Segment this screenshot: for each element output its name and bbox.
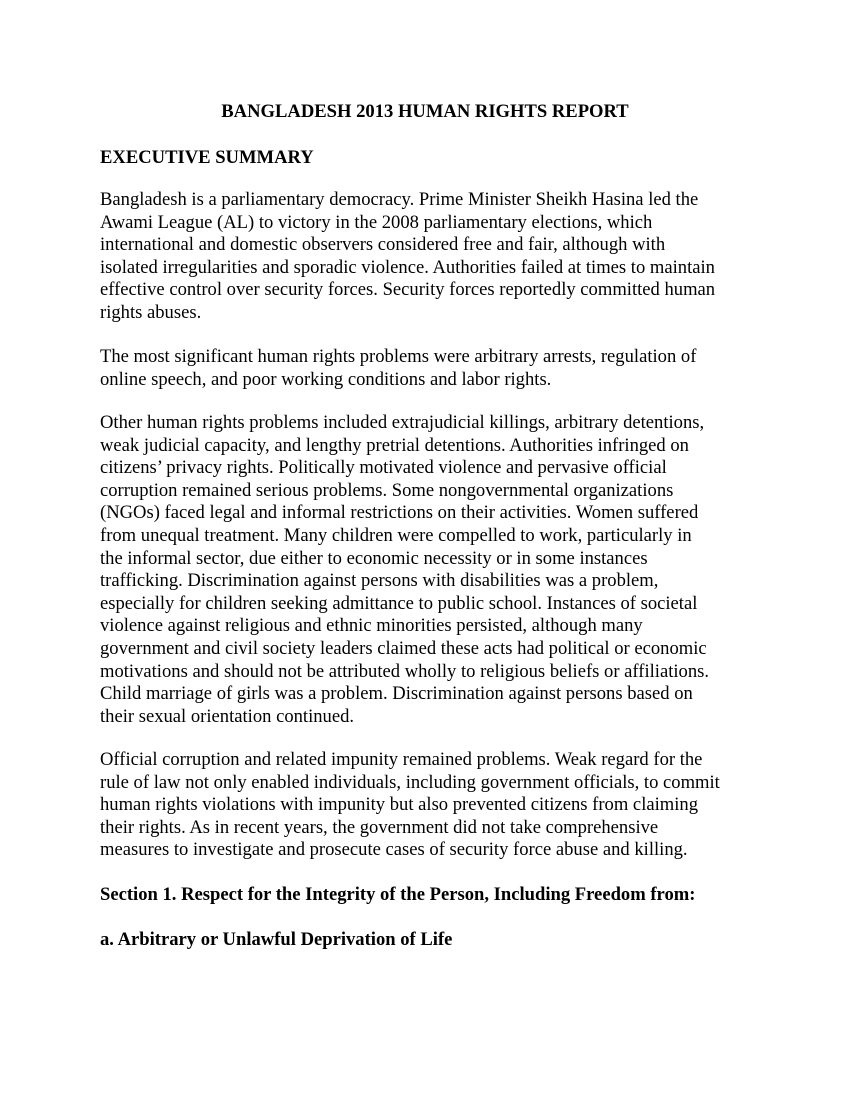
report-title: BANGLADESH 2013 HUMAN RIGHTS REPORT (221, 101, 629, 122)
paragraph-line: isolated irregularities and sporadic violence. Authorities failed at times to maintain (100, 256, 715, 278)
paragraph-line: The most significant human rights problems were arbitrary arrests, regulation of (100, 346, 697, 367)
paragraph-line: the informal sector, due either to economic necessity or in some instances (100, 547, 648, 569)
paragraph-line: Awami League (AL) to victory in the 2008 parliamentary elections, which (100, 211, 653, 233)
paragraph-line: their rights. As in recent years, the government did not take comprehensive (100, 816, 659, 838)
paragraph-line: Bangladesh is a parliamentary democracy. Prime Minister Sheikh Hasina led the (100, 189, 699, 210)
executive-summary-heading: EXECUTIVE SUMMARY (100, 147, 314, 168)
paragraph-1 (100, 189, 800, 325)
paragraph-3 (100, 412, 800, 728)
paragraph-line: rights abuses. (100, 301, 202, 323)
paragraph-line: citizens’ privacy rights. Politically motivated violence and pervasive official (100, 457, 667, 479)
subsection-a-heading: a. Arbitrary or Unlawful Deprivation of Life (100, 929, 453, 950)
paragraph-line: from unequal treatment. Many children were compelled to work, particularly in (100, 524, 692, 546)
paragraph-line: Official corruption and related impunity remained problems. Weak regard for the (100, 749, 703, 770)
paragraph-line: government and civil society leaders claimed these acts had political or economic (100, 637, 707, 659)
paragraph-line: effective control over security forces. Security forces reportedly committed human (100, 279, 716, 301)
paragraph-line: (NGOs) faced legal and informal restrictions on their activities. Women suffered (100, 502, 699, 524)
paragraph-line: online speech, and poor working conditions and labor rights. (100, 368, 552, 390)
paragraph-line: corruption remained serious problems. Some nongovernmental organizations (100, 479, 674, 501)
paragraph-line: trafficking. Discrimination against persons with disabilities was a problem, (100, 570, 659, 592)
paragraph-line: especially for children seeking admittance to public school. Instances of societal (100, 592, 698, 614)
paragraph-4 (100, 749, 800, 862)
paragraph-2 (100, 346, 800, 391)
paragraph-line: motivations and should not be attributed wholly to religious beliefs or affiliations. (100, 660, 710, 682)
section-1-heading: Section 1. Respect for the Integrity of the Person, Including Freedom from: (100, 884, 696, 905)
paragraph-line: violence against religious and ethnic minorities persisted, although many (100, 615, 643, 637)
paragraph-line: international and domestic observers considered free and fair, although with (100, 234, 666, 256)
paragraph-line: their sexual orientation continued. (100, 705, 355, 727)
paragraph-line: human rights violations with impunity but also prevented citizens from claiming (100, 794, 698, 816)
paragraph-line: measures to investigate and prosecute cases of security force abuse and killing. (100, 839, 688, 861)
paragraph-line: Other human rights problems included extrajudicial killings, arbitrary detentions, (100, 412, 705, 433)
paragraph-line: weak judicial capacity, and lengthy pretrial detentions. Authorities infringed on (100, 434, 689, 456)
paragraph-line: Child marriage of girls was a problem. Discrimination against persons based on (100, 683, 693, 705)
paragraph-line: rule of law not only enabled individuals, including government officials, to commit (100, 771, 720, 793)
